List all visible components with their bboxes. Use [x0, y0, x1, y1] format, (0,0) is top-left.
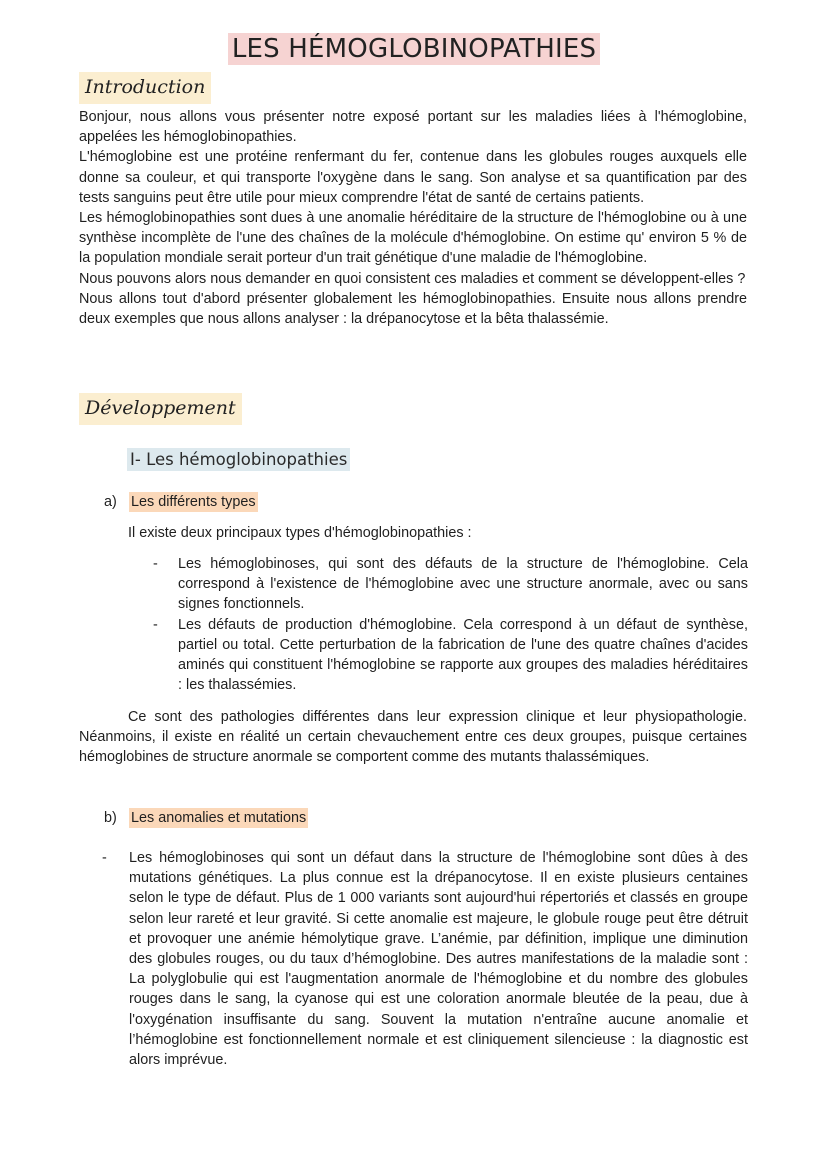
development-heading: Développement: [79, 393, 242, 425]
list-marker: -: [153, 616, 158, 633]
list-item-text: Les hémoglobinoses qui sont un défaut dans la structure de l'hémoglobine sont dûes à des mutations génétiques. La plus connue est la drépanocytose. Il en existe plusieurs centaines selon le type de défaut. Plus de 1 000 variants sont aujourd'hui répertoriés et classés en groupe selon leur rareté et leur gravité. Si cette anomalie est majeure, le globule rouge peut être détruit et provoquer une anémie hémolytique grave. L’anémie, par définition, implique une diminution des globules rouges, ou du taux d’hémoglobine. Des autres manifestations de la maladie sont : La polyglobulie qui est l'augmentation anormale de l'hémoglobine et du nombre des globules rouges dans le sang, la cyanose qui est une coloration anormale bleutée de la peau, due à l'oxygénation insuffisante du sang. Souvent la mutation n'entraîne aucune anomalie et l’hémoglobine est fonctionnellement normale et est cliniquement silencieuse : la diagnostic est alors imprévue.: [129, 850, 748, 1069]
list-item: [150, 554, 748, 615]
list-marker: -: [153, 556, 158, 572]
section-title: I- Les hémoglobinopathies: [127, 448, 350, 471]
list-item-text: Les hémoglobinoses, qui sont des défauts de la structure de l'hémoglobine. Cela correspond à l'existence de l'hémoglobine avec une structure anormale, avec ou sans signes fonctionnels.: [178, 556, 748, 613]
list-item-text: Les défauts de production d'hémoglobine. Cela correspond à un défaut de synthèse, partiel ou total. Cette perturbation de la fabrication de l'une des quatre chaînes d'acides aminés qui constituent l'hémoglobine se rapporte aux groupes des maladies héréditaires : les thalassémies.: [178, 616, 748, 694]
list-item: [150, 615, 748, 696]
subsection-title: Les anomalies et mutations: [131, 810, 307, 826]
subsection-letter: b): [104, 810, 117, 826]
types-conclusion: Ce sont des pathologies différentes dans leur expression clinique et leur physiopathologie. Néanmoins, il existe en réalité un certain chevauchement entre ces deux groupes, puisque certaines hémoglobines de structure anormale se comportent comme des mutants thalassémiques.: [79, 709, 747, 766]
types-intro: Il existe deux principaux types d'hémoglobinopathies :: [128, 525, 472, 541]
subsection-letter: a): [104, 494, 117, 510]
types-list: [150, 554, 748, 695]
intro-paragraph: L'hémoglobine est une protéine renfermant du fer, contenue dans les globules rouges auxquels elle donne sa couleur, et qui transporte l'oxygène dans le sang. Son analyse et sa quantification par des tests sanguins peut être utile pour mieux comprendre l'état de santé de certains patients.: [79, 149, 747, 206]
intro-paragraph: Nous allons tout d'abord présenter globalement les hémoglobinopathies. Ensuite nous allons prendre deux exemples que nous allons analyser : la drépanocytose et la bêta thalassémie.: [79, 290, 747, 328]
introduction-heading: Introduction: [79, 72, 211, 104]
page-title-text: LES HÉMOGLOBINOPATHIES: [228, 33, 600, 65]
intro-paragraph: Bonjour, nous allons vous présenter notre exposé portant sur les maladies liées à l'hémoglobine, appelées les hémoglobinopathies.: [79, 109, 747, 146]
subsection-a-heading: [104, 492, 404, 512]
anomalies-list: [79, 848, 748, 1070]
intro-paragraph: Les hémoglobinopathies sont dues à une anomalie héréditaire de la structure de l'hémoglobine ou à une synthèse incomplète de l'une des chaînes de la molécule d'hémoglobine. On estime qu' environ 5 % de la population mondiale serait porteur d'un trait génétique d'une maladie de l'hémoglobine.: [79, 210, 747, 267]
introduction-text: [79, 107, 747, 329]
list-item: [79, 848, 748, 1070]
list-marker: -: [102, 850, 107, 866]
intro-paragraph: Nous pouvons alors nous demander en quoi consistent ces maladies et comment se développent-elles ?: [79, 270, 746, 287]
subsection-b-heading: [104, 808, 404, 828]
subsection-title: Les différents types: [131, 494, 256, 510]
page-title: [0, 34, 828, 64]
